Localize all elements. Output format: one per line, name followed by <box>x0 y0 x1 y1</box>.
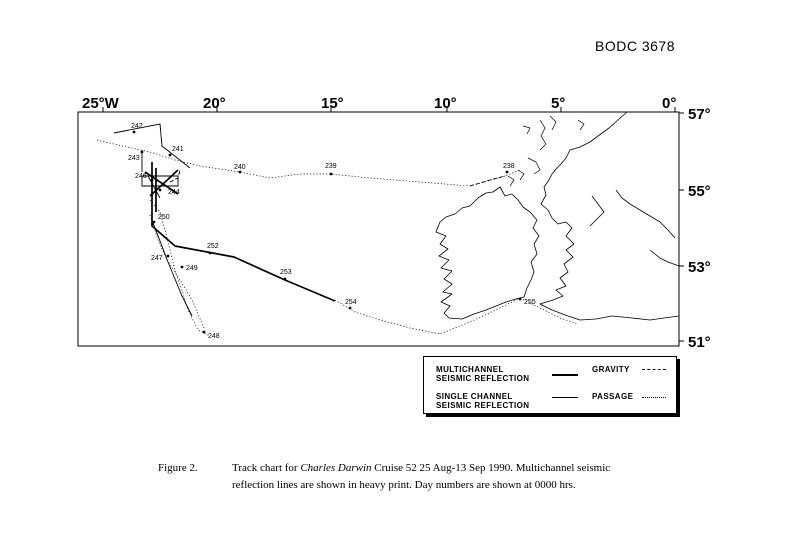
figure-caption <box>232 460 652 494</box>
day-label-255: 255 <box>524 299 536 306</box>
lat-label-57: 57° <box>688 106 711 123</box>
coastline-britain <box>540 112 679 320</box>
day-markers <box>133 131 522 334</box>
day-label-246: 246 <box>135 173 147 180</box>
lon-label-25w: 25°W <box>82 95 119 112</box>
day-label-242: 242 <box>131 123 143 130</box>
day-label-239: 239 <box>325 163 337 170</box>
legend-multichannel-label-2: SEISMIC REFLECTION <box>436 374 530 383</box>
caption-text-2: Cruise 52 25 Aug-13 Sep 1990. Multichannel seismic reflection lines are shown in heavy print. Day numbers are shown at 0000 hrs. <box>232 462 611 491</box>
day-label-243: 243 <box>128 155 140 162</box>
map-legend <box>423 356 677 414</box>
legend-multichannel-label: MULTICHANNEL <box>436 365 504 374</box>
day-label-247: 247 <box>151 255 163 262</box>
day-label-248: 248 <box>208 333 220 340</box>
legend-passage-label: PASSAGE <box>592 392 634 401</box>
day-label-244: 244 <box>168 189 180 196</box>
day-label-249: 249 <box>186 265 198 272</box>
legend-single-label: SINGLE CHANNEL <box>436 392 513 401</box>
legend-multichannel-swatch <box>552 374 578 376</box>
lon-label-5: 5° <box>551 95 566 112</box>
figure-number: Figure 2. <box>158 462 198 474</box>
day-label-253: 253 <box>280 269 292 276</box>
legend-single-label-2: SEISMIC REFLECTION <box>436 401 530 410</box>
day-label-241: 241 <box>172 146 184 153</box>
caption-ship-name: Charles Darwin <box>300 462 372 474</box>
lon-label-0: 0° <box>662 95 677 112</box>
day-label-250: 250 <box>158 214 170 221</box>
day-label-252: 252 <box>207 243 219 250</box>
gravity-tracks <box>170 170 505 186</box>
scottish-islands <box>508 116 584 186</box>
lon-label-15: 15° <box>321 95 344 112</box>
legend-gravity-label: GRAVITY <box>592 365 630 374</box>
latitude-ticks <box>679 113 684 341</box>
legend-passage-swatch <box>642 397 666 398</box>
caption-text-1: Track chart for <box>232 462 301 474</box>
legend-gravity-swatch <box>642 369 666 370</box>
lon-label-20: 20° <box>203 95 226 112</box>
day-label-238: 238 <box>503 163 515 170</box>
day-label-240: 240 <box>234 164 246 171</box>
lat-label-51: 51° <box>688 334 711 351</box>
lon-label-10: 10° <box>434 95 457 112</box>
map-frame <box>78 112 679 346</box>
legend-single-swatch <box>552 397 578 398</box>
day-label-254: 254 <box>345 299 357 306</box>
longitude-ticks <box>103 107 675 112</box>
lat-label-55: 55° <box>688 183 711 200</box>
document-id: BODC 3678 <box>595 38 675 54</box>
lat-label-53: 53° <box>688 259 711 276</box>
multichannel-seismic-tracks <box>145 162 335 301</box>
